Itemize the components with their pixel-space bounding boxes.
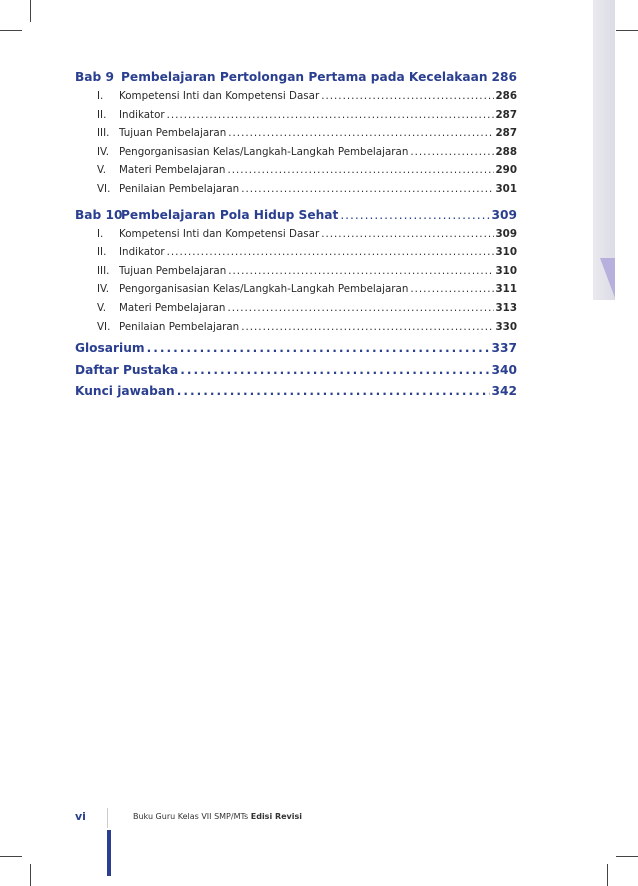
item-page: 310	[495, 264, 517, 277]
item-page: 287	[495, 108, 517, 121]
crop-mark	[616, 856, 638, 857]
footer-divider	[107, 808, 108, 828]
crop-mark	[616, 30, 638, 31]
leader-dots	[410, 146, 493, 158]
chapter-heading[interactable]	[75, 70, 517, 90]
item-title: Materi Pembelajaran	[119, 164, 226, 177]
toc-item[interactable]	[75, 90, 517, 109]
item-numeral: II.	[97, 246, 107, 259]
toc-item[interactable]	[75, 265, 517, 284]
item-title: Indikator	[119, 246, 165, 259]
item-numeral: III.	[97, 127, 110, 140]
side-decoration	[593, 0, 615, 300]
item-title: Pengorganisasian Kelas/Langkah-Langkah Pembelajaran	[119, 283, 409, 296]
toc-item[interactable]	[75, 283, 517, 302]
item-page: 313	[495, 301, 517, 314]
leader-dots	[180, 363, 489, 377]
leader-dots	[227, 164, 493, 176]
item-numeral: IV.	[97, 145, 110, 158]
item-title: Materi Pembelajaran	[119, 301, 226, 314]
item-numeral: VI.	[97, 182, 111, 195]
leader-dots	[410, 283, 493, 295]
chapter-title: Pembelajaran Pertolongan Pertama pada Kecelakaan	[121, 70, 488, 84]
footer-book-title	[133, 812, 302, 821]
toc-daftar-pustaka[interactable]	[75, 363, 517, 385]
toc-item[interactable]	[75, 127, 517, 146]
leader-dots	[241, 183, 493, 195]
leader-dots	[228, 127, 493, 139]
item-title: Tujuan Pembelajaran	[119, 127, 227, 140]
leader-dots	[228, 265, 493, 277]
item-page: 287	[495, 127, 517, 140]
chapter-title: Pembelajaran Pola Hidup Sehat	[121, 207, 339, 222]
item-numeral: I.	[97, 90, 104, 102]
toc-kunci-jawaban[interactable]	[75, 384, 517, 406]
item-page: 290	[495, 164, 517, 177]
leader-dots	[340, 208, 489, 222]
item-title: Indikator	[119, 108, 165, 121]
toc-item[interactable]	[75, 302, 517, 321]
entry-page: 337	[491, 341, 517, 356]
leader-dots	[167, 246, 494, 258]
item-numeral: VI.	[97, 320, 111, 333]
toc-item[interactable]	[75, 109, 517, 128]
item-page: 310	[495, 246, 517, 259]
side-fold-decoration	[600, 258, 615, 298]
leader-dots	[321, 90, 493, 102]
item-title: Pengorganisasian Kelas/Langkah-Langkah Pembelajaran	[119, 145, 409, 158]
footer-page-number: vi	[75, 810, 86, 823]
item-page: 330	[495, 320, 517, 333]
entry-title: Glosarium	[75, 341, 145, 356]
entry-title: Daftar Pustaka	[75, 362, 179, 377]
leader-dots	[147, 341, 490, 355]
entry-page: 340	[491, 362, 517, 377]
footer-accent-bar	[107, 830, 111, 876]
crop-mark	[0, 30, 22, 31]
chapter-page: 286	[491, 70, 517, 84]
leader-dots	[241, 321, 493, 333]
leader-dots	[177, 384, 490, 398]
item-page: 309	[495, 227, 517, 240]
leader-dots	[227, 302, 493, 314]
item-title: Penilaian Pembelajaran	[119, 320, 240, 333]
leader-dots	[167, 109, 494, 121]
item-numeral: II.	[97, 108, 107, 121]
item-title: Kompetensi Inti dan Kompetensi Dasar	[119, 227, 320, 240]
item-page: 288	[495, 145, 517, 158]
item-numeral: V.	[97, 301, 106, 314]
item-title: Kompetensi Inti dan Kompetensi Dasar	[119, 90, 320, 102]
edition-label: Edisi Revisi	[250, 812, 303, 821]
toc-item[interactable]	[75, 321, 517, 340]
entry-page: 342	[491, 384, 517, 399]
book-title: Buku Guru Kelas VII SMP/MTs	[133, 812, 249, 821]
item-numeral: III.	[97, 264, 110, 277]
crop-mark	[0, 856, 22, 857]
item-page: 301	[495, 182, 517, 195]
item-title: Tujuan Pembelajaran	[119, 264, 227, 277]
toc-item[interactable]	[75, 228, 517, 247]
item-page: 311	[495, 283, 517, 296]
chapter-heading[interactable]	[75, 208, 517, 228]
crop-mark	[30, 864, 31, 886]
chapter-number: Bab 10	[75, 207, 123, 222]
entry-title: Kunci jawaban	[75, 384, 175, 399]
item-page: 286	[495, 90, 517, 102]
toc-glosarium[interactable]	[75, 341, 517, 363]
chapter-page: 309	[491, 207, 517, 222]
item-numeral: V.	[97, 164, 106, 177]
item-title: Penilaian Pembelajaran	[119, 182, 240, 195]
leader-dots	[321, 228, 493, 240]
item-numeral: IV.	[97, 283, 110, 296]
toc-item[interactable]	[75, 183, 517, 202]
chapter-number: Bab 9	[75, 70, 114, 84]
toc-item[interactable]	[75, 146, 517, 165]
toc-item[interactable]	[75, 246, 517, 265]
toc-item[interactable]	[75, 164, 517, 183]
item-numeral: I.	[97, 227, 104, 240]
crop-mark	[30, 0, 31, 22]
crop-mark	[607, 864, 608, 886]
table-of-contents	[75, 70, 517, 406]
